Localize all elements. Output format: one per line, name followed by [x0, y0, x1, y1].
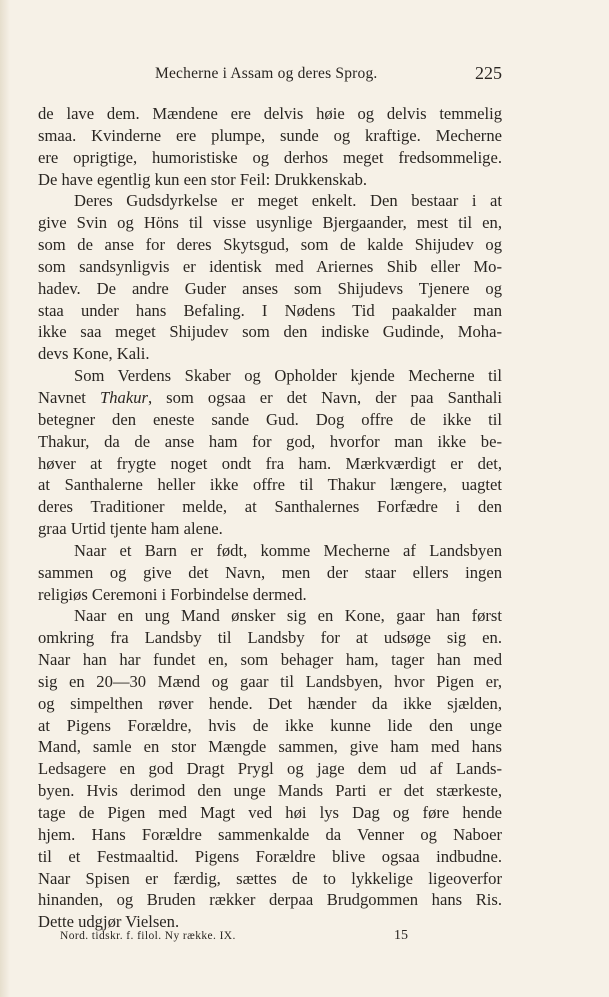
text-line: graa Urtid tjente ham alene. [38, 519, 223, 539]
text-line: Mand, samle en stor Mængde sammen, give ham med hans [38, 737, 502, 757]
text-line: devs Kone, Kali. [38, 344, 150, 364]
page-footer [60, 928, 460, 948]
text-line: betegner den eneste sande Gud. Dog offre de ikke til [38, 409, 502, 429]
text-line: byen. Hvis derimod den unge Mands Parti er det stærkeste, [38, 781, 502, 801]
text-line: Deres Gudsdyrkelse er meget enkelt. Den bestaar i at [74, 191, 502, 211]
text-line: at Pigens Forældre, hvis de ikke kunne lide den unge [38, 715, 502, 735]
running-head: Mecherne i Assam og deres Sprog. [155, 65, 378, 82]
text-line: De have egentlig kun een stor Feil: Drukkenskab. [38, 169, 368, 189]
text-line: Ledsagere en god Dragt Prygl og jage dem ud af Lands- [38, 759, 502, 779]
text-line: smaa. Kvinderne ere plumpe, sunde og kraftige. Mecherne [38, 125, 502, 145]
text-line: sig en 20—30 Mænd og gaar til Landsbyen, hvor Pigen er, [38, 671, 502, 691]
text-line: hinanden, og Bruden rækker derpaa Brudgommen hans Ris. [38, 890, 502, 910]
text-line: sammen og give det Navn, men der staar ellers ingen [38, 562, 502, 582]
page-edge-shadow [0, 0, 10, 997]
text-line: give Svin og Höns til visse usynlige Bjergaander, mest til en, [38, 213, 502, 233]
body-text [38, 103, 502, 933]
text-line: Dette udgjør Vielsen. [38, 912, 180, 932]
text-line: som sandsynligvis er identisk med Ariernes Shib eller Mo- [38, 256, 502, 276]
text-line: de lave dem. Mændene ere delvis høie og delvis temmelig [38, 104, 502, 123]
text-line: til et Festmaaltid. Pigens Forældre blive ogsaa indbudne. [38, 846, 502, 866]
text-line: Som Verdens Skaber og Opholder kjende Mecherne til [74, 366, 502, 386]
text-line: Naar Spisen er færdig, sættes de to lykkelige ligeoverfor [38, 868, 502, 888]
text-line: omkring fra Landsby til Landsby for at udsøge sig en. [38, 628, 502, 648]
text-line: som de anse for deres Skytsgud, som de kalde Shijudev og [38, 235, 502, 255]
text-line: ikke saa meget Shijudev som den indiske Gudinde, Moha- [38, 322, 502, 342]
text-line: deres Traditioner melde, at Santhalernes Forfædre i den [38, 497, 502, 517]
text-line: hadev. De andre Guder anses som Shijudevs Tjenere og [38, 278, 502, 298]
text-line: Navnet Thakur, som ogsaa er det Navn, der paa Santhali [38, 387, 502, 407]
page-number: 225 [475, 63, 502, 83]
footer-signature: Nord. tidskr. f. filol. Ny række. IX. [60, 930, 236, 942]
text-line: at Santhalerne heller ikke offre til Thakur længere, uagtet [38, 475, 502, 495]
sheet-number: 15 [394, 928, 408, 943]
page-header [60, 63, 510, 87]
text-line: Naar et Barn er født, komme Mecherne af Landsbyen [74, 540, 502, 560]
text-line: tage de Pigen med Magt ved høi lys Dag og føre hende [38, 803, 502, 822]
text-line: Naar en ung Mand ønsker sig en Kone, gaar han først [74, 606, 502, 626]
emphasized-term: Thakur [100, 387, 148, 407]
text-line: hjem. Hans Forældre sammenkalde da Venner og Naboer [38, 824, 502, 844]
text-line: religiøs Ceremoni i Forbindelse dermed. [38, 584, 307, 604]
text-line: Naar han har fundet en, som behager ham, tager han med [38, 650, 502, 670]
text-line: staa under hans Befaling. I Nødens Tid paakalder man [38, 300, 502, 320]
text-line: ere oprigtige, humoristiske og derhos meget fredsommelige. [38, 147, 502, 167]
text-line: Thakur, da de anse ham for god, hvorfor man ikke be- [38, 431, 502, 451]
text-line: og simpelthen røver hende. Det hænder da ikke sjælden, [38, 693, 502, 713]
text-line: høver at frygte noget ondt fra ham. Mærkværdigt er det, [38, 453, 502, 473]
